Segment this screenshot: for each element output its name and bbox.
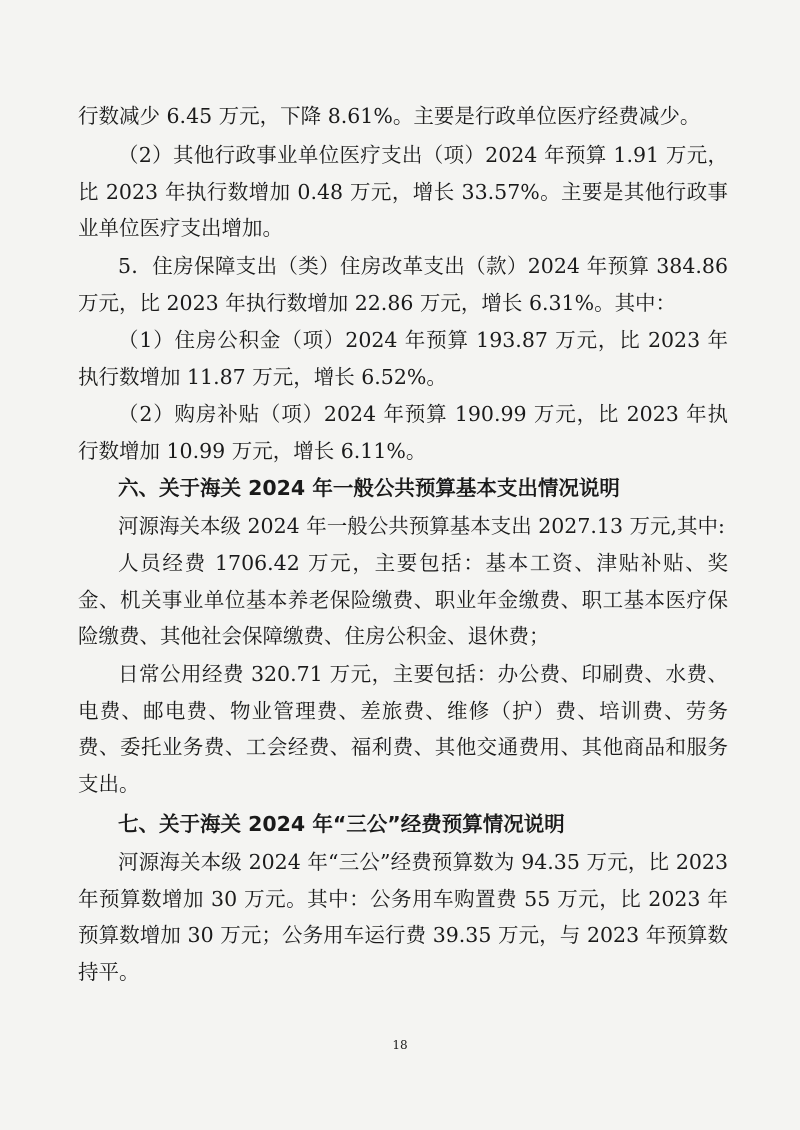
body-paragraph: 人员经费 1706.42 万元，主要包括：基本工资、津贴补贴、奖金、机关事业单位基本养老保险缴费、职业年金缴费、职工基本医疗保险缴费、其他社会保障缴费、住房公积金、退休费；: [78, 551, 728, 648]
body-paragraph: （2）其他行政事业单位医疗支出（项）2024 年预算 1.91 万元，比 2023 年执行数增加 0.48 万元，增长 33.57%。主要是其他行政事业单位医疗支出增加。: [78, 143, 728, 240]
body-paragraph: 5．住房保障支出（类）住房改革支出（款）2024 年预算 384.86 万元，比 2023 年执行数增加 22.86 万元，增长 6.31%。其中：: [78, 254, 728, 315]
section-heading: 七、关于海关 2024 年“三公”经费预算情况说明: [118, 812, 565, 836]
page-number: 18: [392, 1038, 408, 1052]
body-paragraph: （2）购房补贴（项）2024 年预算 190.99 万元，比 2023 年执行数增加 10.99 万元，增长 6.11%。: [78, 402, 728, 463]
body-paragraph: 河源海关本级 2024 年“三公”经费预算数为 94.35 万元，比 2023 年预算数增加 30 万元。其中：公务用车购置费 55 万元，比 2023 年预算数增加 30 万元；公务用车运行费 39.35 万元，与 2023 年预算数持平。: [78, 850, 728, 984]
body-paragraph: 日常公用经费 320.71 万元，主要包括：办公费、印刷费、水费、电费、邮电费、物业管理费、差旅费、维修（护）费、培训费、劳务费、委托业务费、工会经费、福利费、其他交通费用、其他商品和服务支出。: [78, 662, 728, 796]
body-paragraph: 河源海关本级 2024 年一般公共预算基本支出 2027.13 万元,其中:: [118, 514, 725, 538]
body-paragraph: 行数减少 6.45 万元，下降 8.61%。主要是行政单位医疗经费减少。: [78, 104, 701, 128]
body-paragraph: （1）住房公积金（项）2024 年预算 193.87 万元，比 2023 年执行数增加 11.87 万元，增长 6.52%。: [78, 328, 728, 389]
section-heading: 六、关于海关 2024 年一般公共预算基本支出情况说明: [118, 476, 620, 500]
